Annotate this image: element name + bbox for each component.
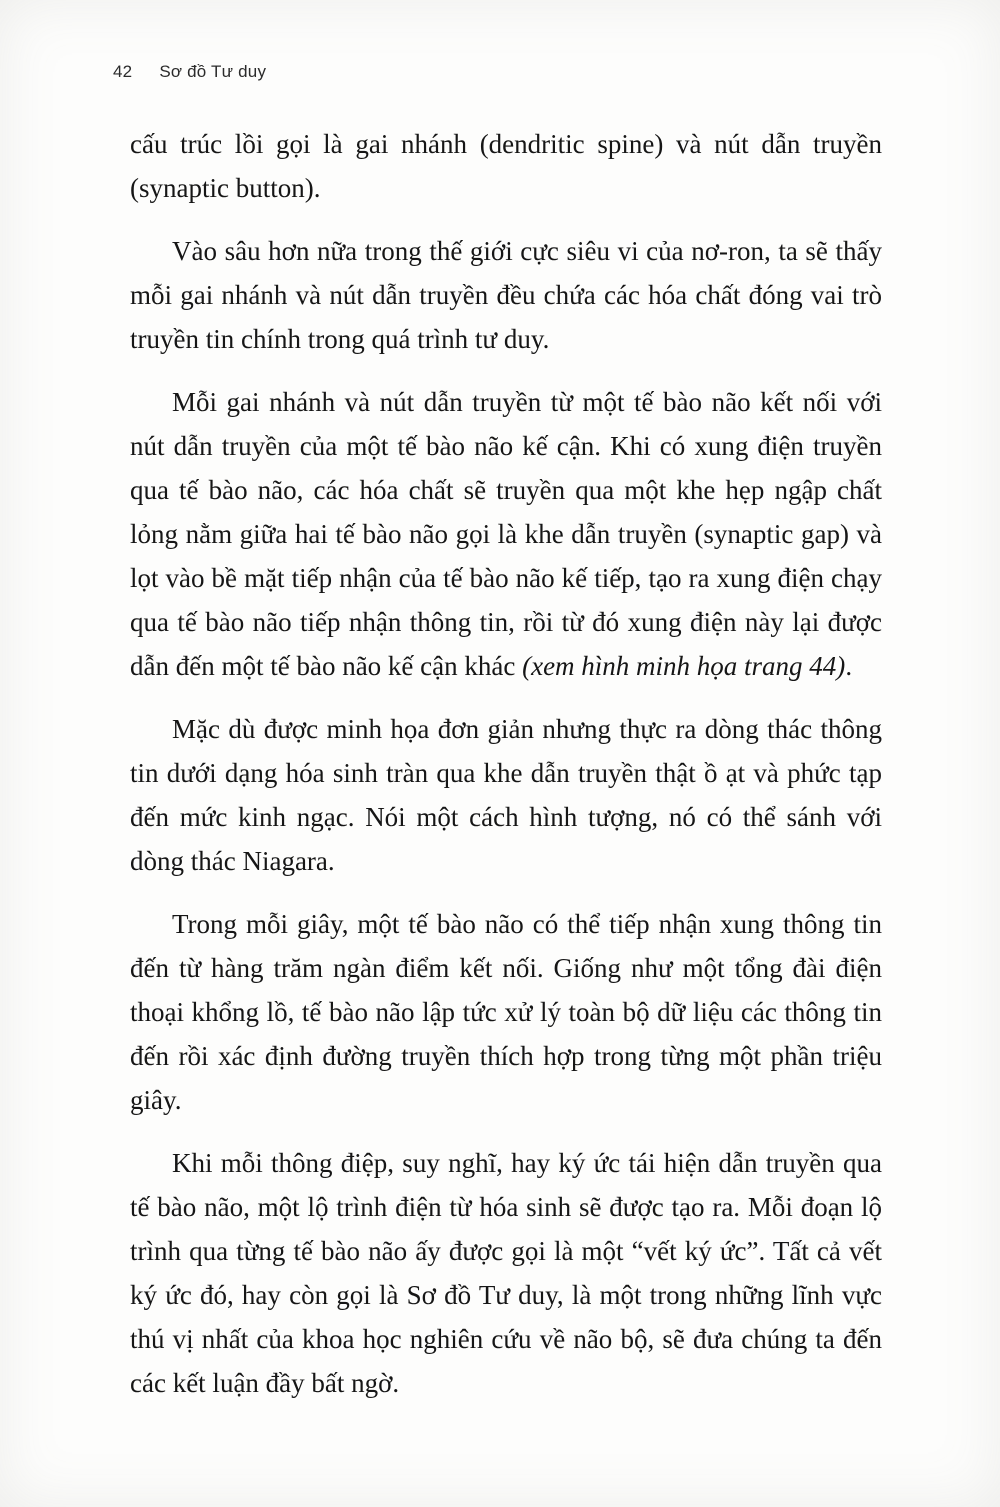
paragraph-3-italic-reference: (xem hình minh họa trang 44) <box>522 651 846 681</box>
paragraph-1 <box>130 122 882 210</box>
page-number: 42 <box>113 62 133 81</box>
paragraph-3-closing-period: . <box>845 651 853 681</box>
paragraph-4 <box>130 707 882 883</box>
paragraph-3-text: Mỗi gai nhánh và nút dẫn truyền từ một tế bào não kết nối với nút dẫn truyền của một tế bào não kế cận. Khi có xung điện truyền qua tế bào não, các hóa chất sẽ truyền qua một khe hẹp ngập chất lỏng nằm giữa hai tế bào não gọi là khe dẫn truyền (synaptic gap) và lọt vào bề mặt tiếp nhận của tế bào não kế tiếp, tạo ra xung điện chạy qua tế bào não tiếp nhận thông tin, rồi từ đó xung điện này lại được dẫn đến một tế bào não kế cận khác <box>130 387 882 681</box>
paragraph-5-text: Trong mỗi giây, một tế bào não có thể tiếp nhận xung thông tin đến từ hàng trăm ngàn điểm kết nối. Giống như một tổng đài điện thoại khổng lồ, tế bào não lập tức xử lý toàn bộ dữ liệu các thông tin đến rồi xác định đường truyền thích hợp trong từng một phần triệu giây. <box>130 909 882 1115</box>
paragraph-1-text: cấu trúc lồi gọi là gai nhánh (dendritic spine) và nút dẫn truyền (synaptic button). <box>130 129 882 203</box>
paragraph-2 <box>130 229 882 361</box>
running-head-book-title: Sơ đồ Tư duy <box>159 62 267 81</box>
paragraph-2-text: Vào sâu hơn nữa trong thế giới cực siêu vi của nơ-ron, ta sẽ thấy mỗi gai nhánh và nút dẫn truyền đều chứa các hóa chất đóng vai trò truyền tin chính trong quá trình tư duy. <box>130 236 882 354</box>
paragraph-3 <box>130 380 882 688</box>
body-text-block <box>130 122 882 1424</box>
paragraph-6-text: Khi mỗi thông điệp, suy nghĩ, hay ký ức tái hiện dẫn truyền qua tế bào não, một lộ trình điện từ hóa sinh sẽ được tạo ra. Mỗi đoạn lộ trình qua từng tế bào não ấy được gọi là một “vết ký ức”. Tất cả vết ký ức đó, hay còn gọi là Sơ đồ Tư duy, là một trong những lĩnh vực thú vị nhất của khoa học nghiên cứu về não bộ, sẽ đưa chúng ta đến các kết luận đầy bất ngờ. <box>130 1148 882 1398</box>
paragraph-6 <box>130 1141 882 1405</box>
paragraph-5 <box>130 902 882 1122</box>
paragraph-4-text: Mặc dù được minh họa đơn giản nhưng thực ra dòng thác thông tin dưới dạng hóa sinh tràn qua khe dẫn truyền thật ồ ạt và phức tạp đến mức kinh ngạc. Nói một cách hình tượng, nó có thể sánh với dòng thác Niagara. <box>130 714 882 876</box>
running-header <box>113 62 266 82</box>
